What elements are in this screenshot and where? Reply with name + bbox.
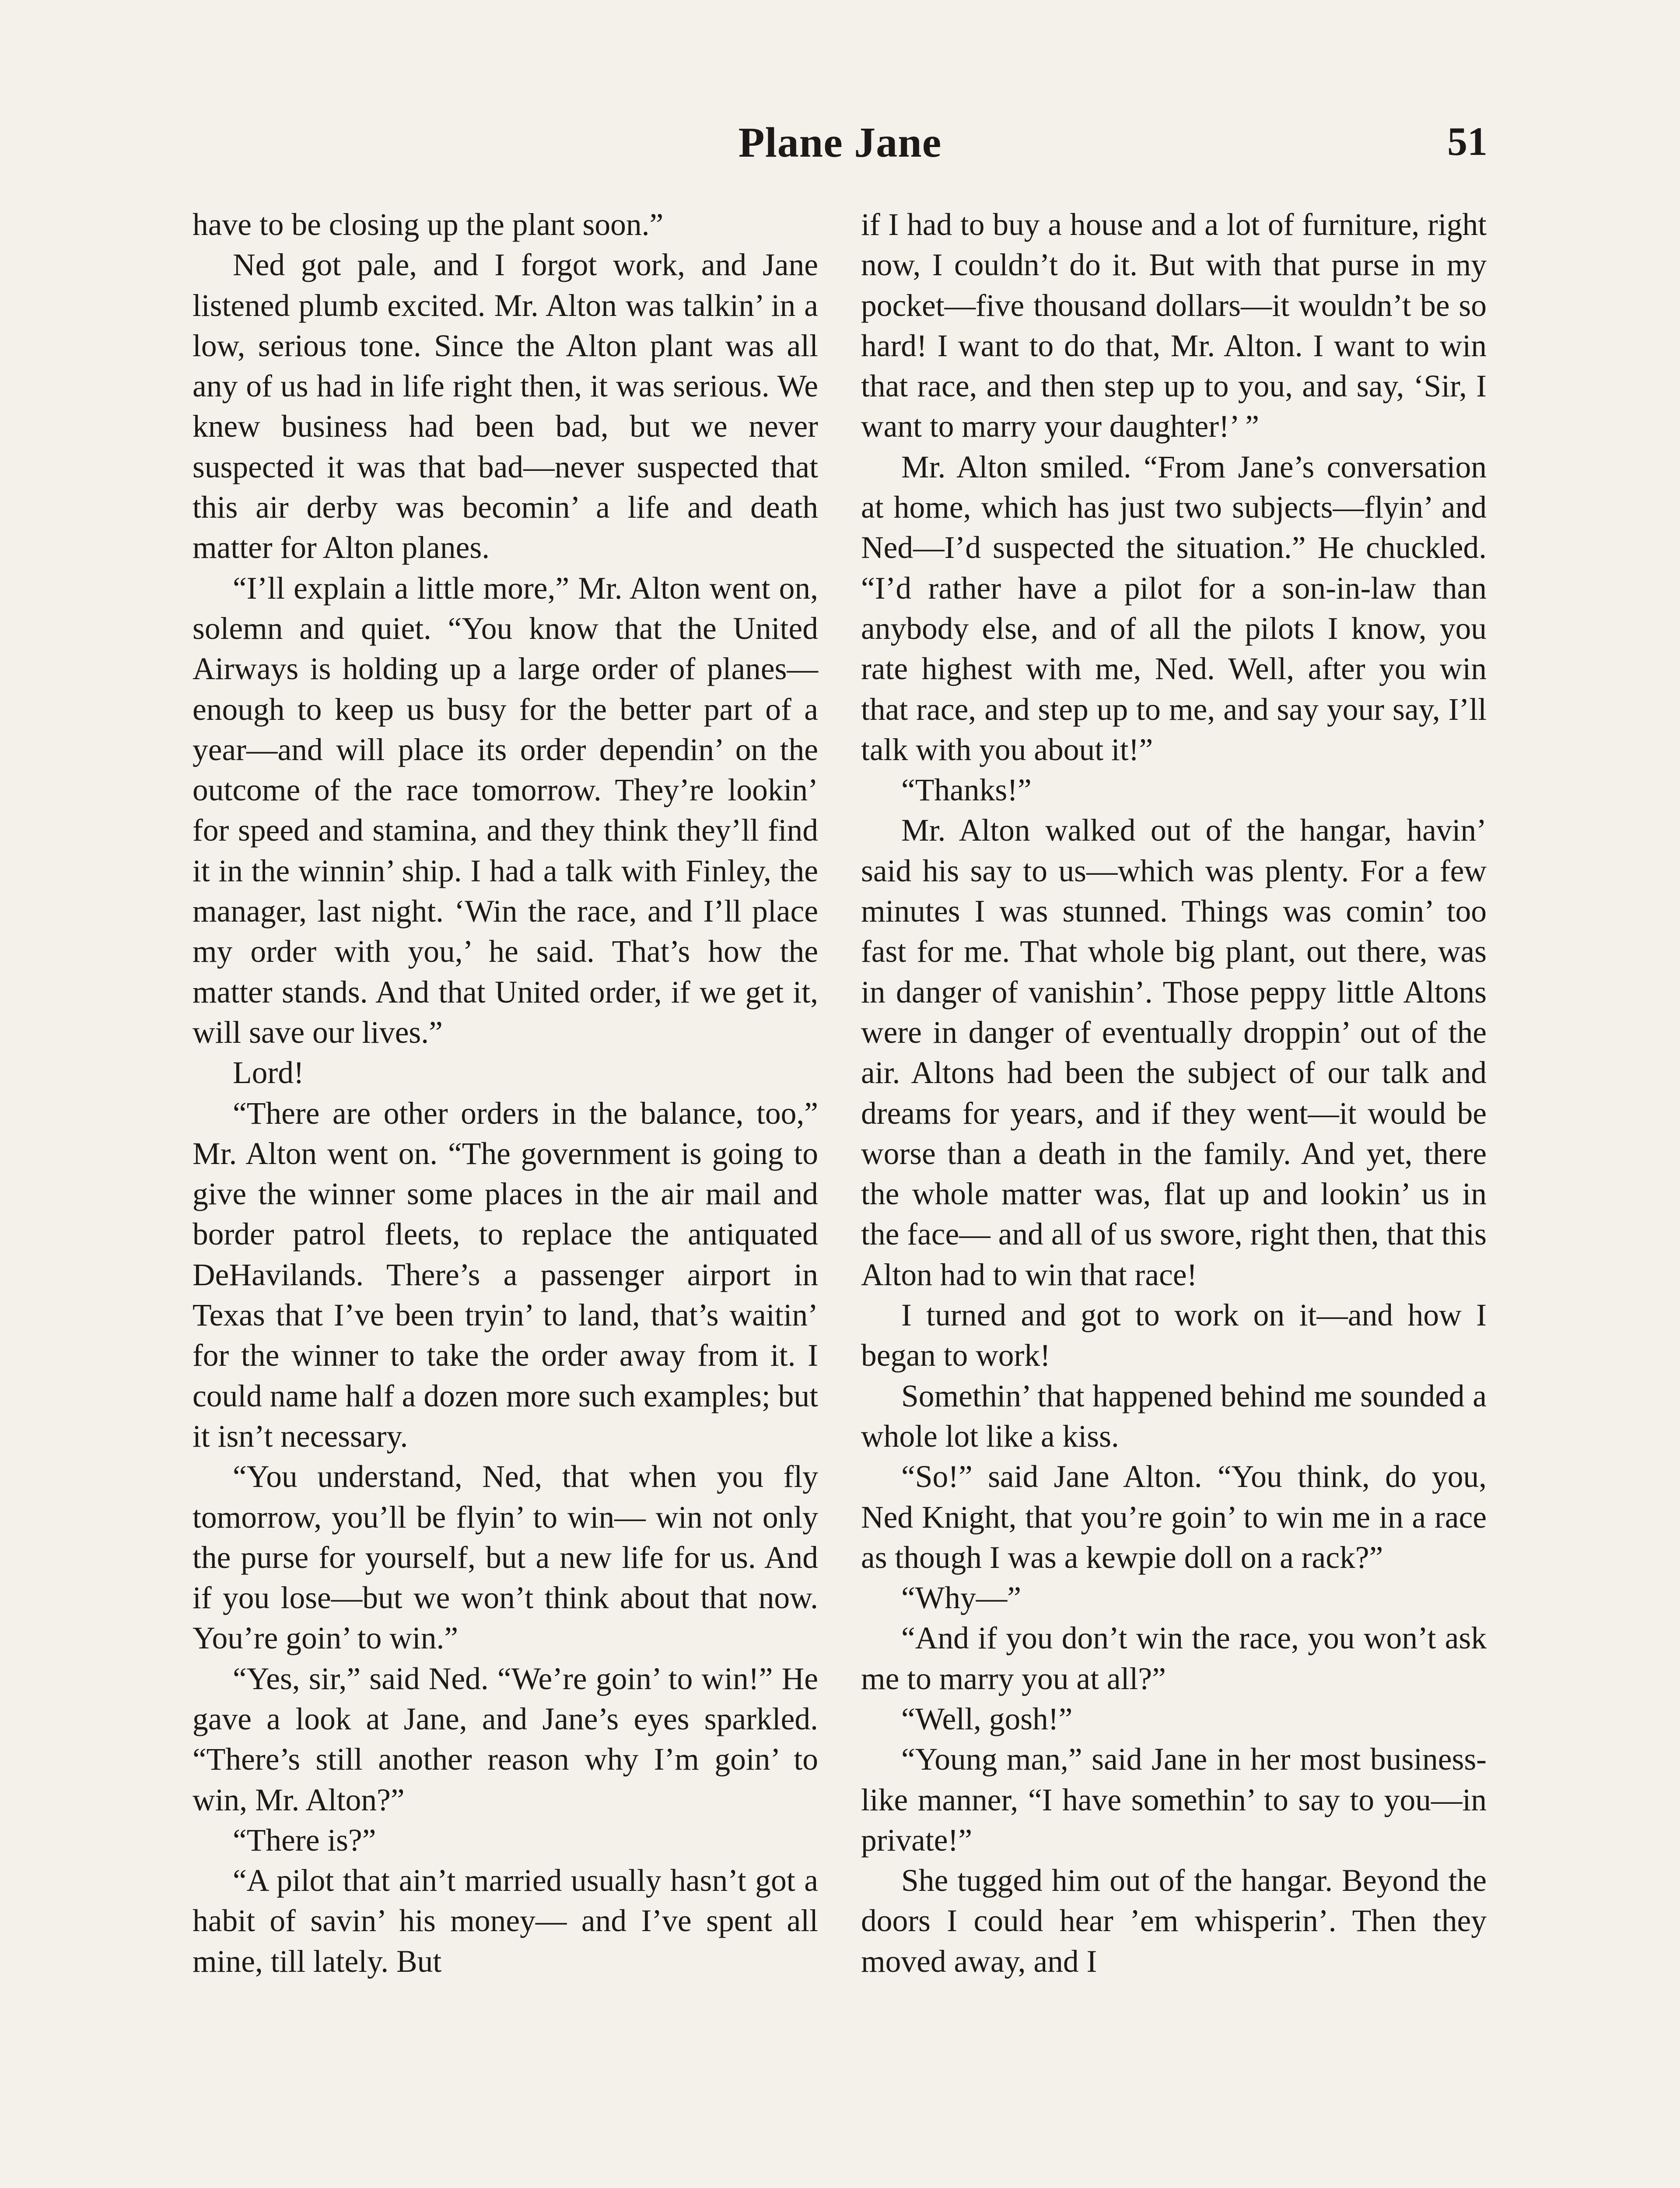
paragraph: “Well, gosh!” [901, 1701, 1073, 1736]
paragraph: “You understand, Ned, that when you fly tomorrow, you’ll be flyin’ to win— win not only the purse for yourself, but a new life for us. And if you lose—but we won’t think about that now. You’re goin’ to win.” [192, 1459, 818, 1656]
paragraph: Ned got pale, and I forgot work, and Jane listened plumb excited. Mr. Alton was talkin’ in a low, serious tone. Since the Alton plant was all any of us had in life right then, it was serious. We knew business had been bad, but we never suspected it was that bad—never suspected that this air derby was becomin’ a life and death matter for Alton planes. [192, 248, 818, 565]
paragraph: Somethin’ that happened behind me sounded a whole lot like a kiss. [861, 1378, 1487, 1454]
paragraph: “Thanks!” [901, 773, 1032, 808]
page-number: 51 [1447, 119, 1488, 164]
left-column [192, 205, 818, 1982]
paragraph: Mr. Alton smiled. “From Jane’s conversation at home, which has just two subjects—flyin’ and Ned—I’d suspected the situation.” He chuckled. “I’d rather have a pilot for a son-in-law than anybody else, and of all the pilots I know, you rate highest with me, Ned. Well, after you win that race, and step up to me, and say your say, I’ll talk with you about it!” [861, 449, 1487, 767]
paragraph: I turned and got to work on it—and how I began to work! [861, 1298, 1487, 1373]
page-title: Plane Jane [738, 119, 942, 166]
paragraph: “Yes, sir,” said Ned. “We’re goin’ to win!” He gave a look at Jane, and Jane’s eyes sparkled. “There’s still another reason why I’m goin’ to win, Mr. Alton?” [192, 1661, 818, 1817]
paragraph: “There are other orders in the balance, too,” Mr. Alton went on. “The government is going to give the winner some places in the air mail and border patrol fleets, to replace the antiquated DeHavilands. There’s a passenger airport in Texas that I’ve been tryin’ to land, that’s waitin’ for the winner to take the order away from it. I could name half a dozen more such examples; but it isn’t necessary. [192, 1096, 818, 1454]
paragraph: “A pilot that ain’t married usually hasn’t got a habit of savin’ his money— and I’ve spent all mine, till lately. But [192, 1863, 818, 1979]
right-column [861, 205, 1487, 1982]
paragraph: “Why—” [901, 1581, 1021, 1616]
paragraph: if I had to buy a house and a lot of furniture, right now, I couldn’t do it. But with that purse in my pocket—five thousand dollars—it wouldn’t be so hard! I want to do that, Mr. Alton. I want to win that race, and then step up to you, and say, ‘Sir, I want to marry your daughter!’ ” [861, 207, 1487, 444]
paragraph: Lord! [233, 1055, 304, 1090]
paragraph: She tugged him out of the hangar. Beyond the doors I could hear ’em whisperin’. Then they moved away, and I [861, 1863, 1487, 1979]
paragraph: “I’ll explain a little more,” Mr. Alton went on, solemn and quiet. “You know that the United Airways is holding up a large order of planes—enough to keep us busy for the better part of a year—and will place its order dependin’ on the outcome of the race tomorrow. They’re lookin’ for speed and stamina, and they think they’ll find it in the winnin’ ship. I had a talk with Finley, the manager, last night. ‘Win the race, and I’ll place my order with you,’ he said. That’s how the matter stands. And that United order, if we get it, will save our lives.” [192, 571, 818, 1050]
paragraph: “There is?” [233, 1823, 376, 1858]
paragraph: Mr. Alton walked out of the hangar, havin’ said his say to us—which was plenty. For a few minutes I was stunned. Things was comin’ too fast for me. That whole big plant, out there, was in danger of vanishin’. Those peppy little Altons were in danger of eventually droppin’ out of the air. Altons had been the subject of our talk and dreams for years, and if they went—it would be worse than a death in the family. And yet, there the whole matter was, flat up and lookin’ us in the face— and all of us swore, right then, that this Alton had to win that race! [861, 813, 1487, 1292]
paragraph: “So!” said Jane Alton. “You think, do you, Ned Knight, that you’re goin’ to win me in a race as though I was a kewpie doll on a rack?” [861, 1459, 1487, 1575]
page-header [192, 118, 1488, 184]
paragraph: “And if you don’t win the race, you won’t ask me to marry you at all?” [861, 1621, 1487, 1696]
paragraph: have to be closing up the plant soon.” [192, 207, 664, 242]
paragraph: “Young man,” said Jane in her most business-like manner, “I have somethin’ to say to you—in private!” [861, 1742, 1487, 1858]
